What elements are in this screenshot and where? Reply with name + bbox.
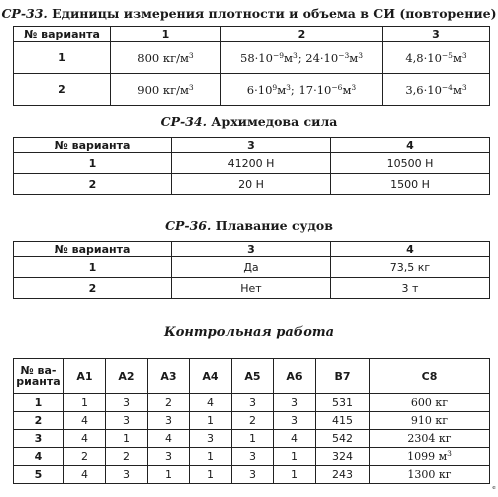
answer-cell: 3 bbox=[106, 394, 148, 412]
answer-cell: 1099 $м^3$ bbox=[370, 448, 490, 466]
answer-cell: 4 bbox=[64, 412, 106, 430]
header-col: 3 bbox=[172, 242, 331, 257]
header-variant: № варианта bbox=[14, 138, 172, 153]
header-col: 1 bbox=[111, 27, 221, 42]
variant-cell: 1 bbox=[14, 394, 64, 412]
answer-cell: 20 Н bbox=[172, 174, 331, 195]
answer-cell: 3 bbox=[106, 466, 148, 484]
answer-cell: 1 bbox=[274, 466, 316, 484]
answer-cell: 324 bbox=[316, 448, 370, 466]
volume-cell: $58\cdot 10^{-9}м^3$; $24\cdot 10^{-3}м^3$ bbox=[221, 42, 383, 74]
answer-cell: Нет bbox=[172, 278, 331, 299]
answer-cell: 542 bbox=[316, 430, 370, 448]
table-header-row bbox=[14, 138, 490, 153]
header-col: В7 bbox=[316, 359, 370, 394]
answer-cell: 10500 Н bbox=[331, 153, 490, 174]
cp33-title bbox=[0, 6, 498, 21]
variant-cell: 1 bbox=[14, 257, 172, 278]
answer-cell: 2 bbox=[64, 448, 106, 466]
answer-cell: 3 bbox=[106, 412, 148, 430]
answer-cell: 1 bbox=[232, 430, 274, 448]
answer-cell: 3 bbox=[274, 412, 316, 430]
volume-cell: $6\cdot 10^9м^3$; $17\cdot 10^{-6}м^3$ bbox=[221, 74, 383, 106]
header-variant: № варианта bbox=[14, 242, 172, 257]
answer-cell: 3 bbox=[148, 448, 190, 466]
answer-cell: 1 bbox=[190, 412, 232, 430]
corner-mark: ᵉ bbox=[492, 485, 496, 495]
answer-cell: 1500 Н bbox=[331, 174, 490, 195]
header-variant: № варианта bbox=[14, 27, 111, 42]
table-row bbox=[14, 42, 490, 74]
answer-cell: Да bbox=[172, 257, 331, 278]
table-row bbox=[14, 466, 490, 484]
answer-cell: 4 bbox=[64, 430, 106, 448]
variant-cell: 2 bbox=[14, 412, 64, 430]
answer-cell: 600 кг bbox=[370, 394, 490, 412]
table-header-row bbox=[14, 359, 490, 394]
variant-cell: 1 bbox=[14, 42, 111, 74]
header-col: А1 bbox=[64, 359, 106, 394]
table-header-row bbox=[14, 27, 490, 42]
table-row bbox=[14, 448, 490, 466]
answer-cell: 1 bbox=[106, 430, 148, 448]
answer-cell: 1 bbox=[190, 466, 232, 484]
answer-cell: 1 bbox=[64, 394, 106, 412]
answer-cell: 415 bbox=[316, 412, 370, 430]
answer-cell: 2304 кг bbox=[370, 430, 490, 448]
header-col: 3 bbox=[383, 27, 490, 42]
header-col: 4 bbox=[331, 242, 490, 257]
header-variant: № ва- рианта bbox=[14, 359, 64, 394]
answer-cell: 243 bbox=[316, 466, 370, 484]
header-col: А4 bbox=[190, 359, 232, 394]
answer-cell: 2 bbox=[232, 412, 274, 430]
table-header-row bbox=[14, 242, 490, 257]
variant-cell: 5 bbox=[14, 466, 64, 484]
answer-cell: 1 bbox=[148, 466, 190, 484]
answer-cell: 4 bbox=[190, 394, 232, 412]
answer-cell: 1 bbox=[274, 448, 316, 466]
control-table bbox=[13, 358, 490, 484]
variant-cell: 4 bbox=[14, 448, 64, 466]
answer-cell: 73,5 кг bbox=[331, 257, 490, 278]
cp34-title-text: Архимедова сила bbox=[211, 114, 338, 129]
cp36-code: СР-36. bbox=[165, 218, 212, 233]
table-row bbox=[14, 430, 490, 448]
table-row bbox=[14, 394, 490, 412]
cp34-title bbox=[0, 114, 498, 129]
header-col: 4 bbox=[331, 138, 490, 153]
answer-cell: 531 bbox=[316, 394, 370, 412]
answer-cell: 2 bbox=[106, 448, 148, 466]
answer-cell: 4 bbox=[274, 430, 316, 448]
density-cell: 900 $кг/м^3$ bbox=[111, 74, 221, 106]
density-cell: 800 $кг/м^3$ bbox=[111, 42, 221, 74]
answer-cell: 3 bbox=[232, 466, 274, 484]
header-col: А3 bbox=[148, 359, 190, 394]
answer-cell: 1 bbox=[190, 448, 232, 466]
answer-cell: 910 кг bbox=[370, 412, 490, 430]
answer-cell: 3 bbox=[274, 394, 316, 412]
volume-cell: $4,8\cdot 10^{-5}м^3$ bbox=[383, 42, 490, 74]
table-row bbox=[14, 412, 490, 430]
cp33-title-text: Единицы измерения плотности и объема в СИ (повторение) bbox=[52, 6, 497, 21]
cp33-table bbox=[13, 26, 490, 106]
answer-cell: 3 bbox=[232, 394, 274, 412]
answer-cell: 2 bbox=[148, 394, 190, 412]
answer-cell: 3 bbox=[232, 448, 274, 466]
table-row bbox=[14, 278, 490, 299]
header-col: 3 bbox=[172, 138, 331, 153]
table-row bbox=[14, 74, 490, 106]
variant-cell: 2 bbox=[14, 74, 111, 106]
answer-cell: 3 bbox=[190, 430, 232, 448]
cp34-table bbox=[13, 137, 490, 195]
header-col: А2 bbox=[106, 359, 148, 394]
header-col: 2 bbox=[221, 27, 383, 42]
control-table-body bbox=[14, 394, 490, 484]
table-row bbox=[14, 174, 490, 195]
cp36-title-text: Плавание судов bbox=[215, 218, 333, 233]
answer-cell: 4 bbox=[64, 466, 106, 484]
cp36-table bbox=[13, 241, 490, 299]
variant-cell: 2 bbox=[14, 278, 172, 299]
variant-cell: 2 bbox=[14, 174, 172, 195]
cp36-title bbox=[0, 218, 498, 233]
variant-cell: 3 bbox=[14, 430, 64, 448]
answer-cell: 1300 кг bbox=[370, 466, 490, 484]
cp33-code: СР-33. bbox=[1, 6, 48, 21]
answer-cell: 3 bbox=[148, 412, 190, 430]
header-col: А5 bbox=[232, 359, 274, 394]
volume-cell: $3,6\cdot 10^{-4}м^3$ bbox=[383, 74, 490, 106]
control-title: Контрольная работа bbox=[163, 325, 335, 340]
variant-cell: 1 bbox=[14, 153, 172, 174]
answer-cell: 41200 Н bbox=[172, 153, 331, 174]
table-row bbox=[14, 153, 490, 174]
header-col: С8 bbox=[370, 359, 490, 394]
table-row bbox=[14, 257, 490, 278]
cp34-code: СР-34. bbox=[160, 114, 207, 129]
answer-cell: 3 т bbox=[331, 278, 490, 299]
answer-cell: 4 bbox=[148, 430, 190, 448]
header-col: А6 bbox=[274, 359, 316, 394]
